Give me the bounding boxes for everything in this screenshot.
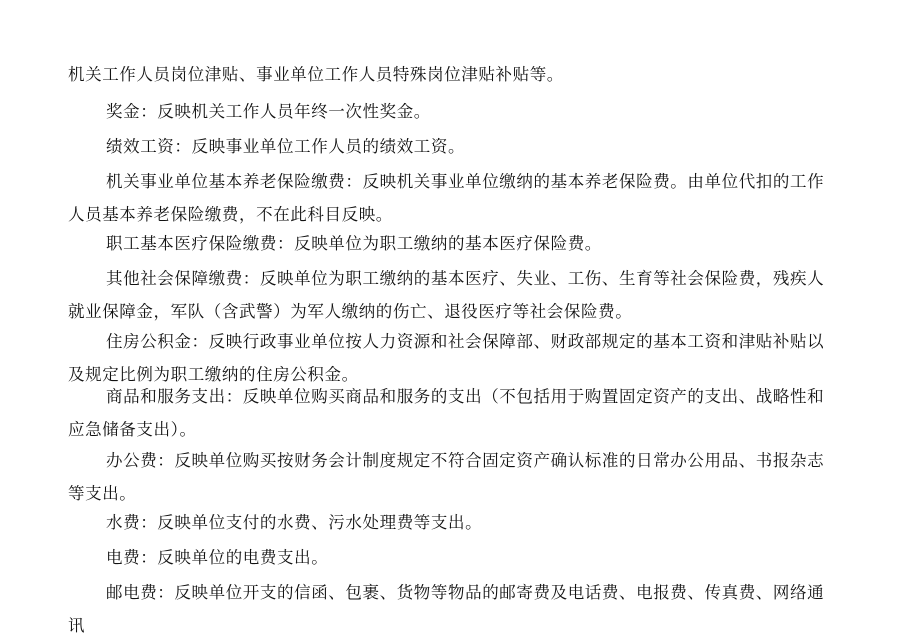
paragraph-postal-telecom-fee: 邮电费：反映单位开支的信函、包裹、货物等物品的邮寄费及电话费、电报费、传真费、网络通讯 [68,583,825,635]
paragraph-goods-services: 商品和服务支出：反映单位购买商品和服务的支出（不包括用于购置固定资产的支出、战略性和应急储备支出）。 [68,387,825,439]
paragraph-other-social-security: 其他社会保障缴费：反映单位为职工缴纳的基本医疗、失业、工伤、生育等社会保险费，残疾人就业保障金，军队（含武警）为军人缴纳的伤亡、退役医疗等社会保险费。 [68,269,825,321]
paragraph-performance-pay: 绩效工资：反映事业单位工作人员的绩效工资。 [106,137,466,156]
paragraph-office-expense: 办公费：反映单位购买按财务会计制度规定不符合固定资产确认标准的日常办公用品、书报杂志等支出。 [68,451,825,503]
paragraph-bonus: 奖金：反映机关工作人员年终一次性奖金。 [106,102,431,121]
paragraph-medical-insurance: 职工基本医疗保险缴费：反映单位为职工缴纳的基本医疗保险费。 [106,234,602,253]
paragraph-electricity-fee: 电费：反映单位的电费支出。 [106,548,329,567]
paragraph-continuation: 机关工作人员岗位津贴、事业单位工作人员特殊岗位津贴补贴等。 [68,65,564,84]
paragraph-housing-fund: 住房公积金：反映行政事业单位按人力资源和社会保障部、财政部规定的基本工资和津贴补贴以及规定比例为职工缴纳的住房公积金。 [68,332,825,384]
paragraph-pension-insurance: 机关事业单位基本养老保险缴费：反映机关事业单位缴纳的基本养老保险费。由单位代扣的工作人员基本养老保险缴费，不在此科目反映。 [68,172,825,224]
paragraph-water-fee: 水费：反映单位支付的水费、污水处理费等支出。 [106,513,483,532]
